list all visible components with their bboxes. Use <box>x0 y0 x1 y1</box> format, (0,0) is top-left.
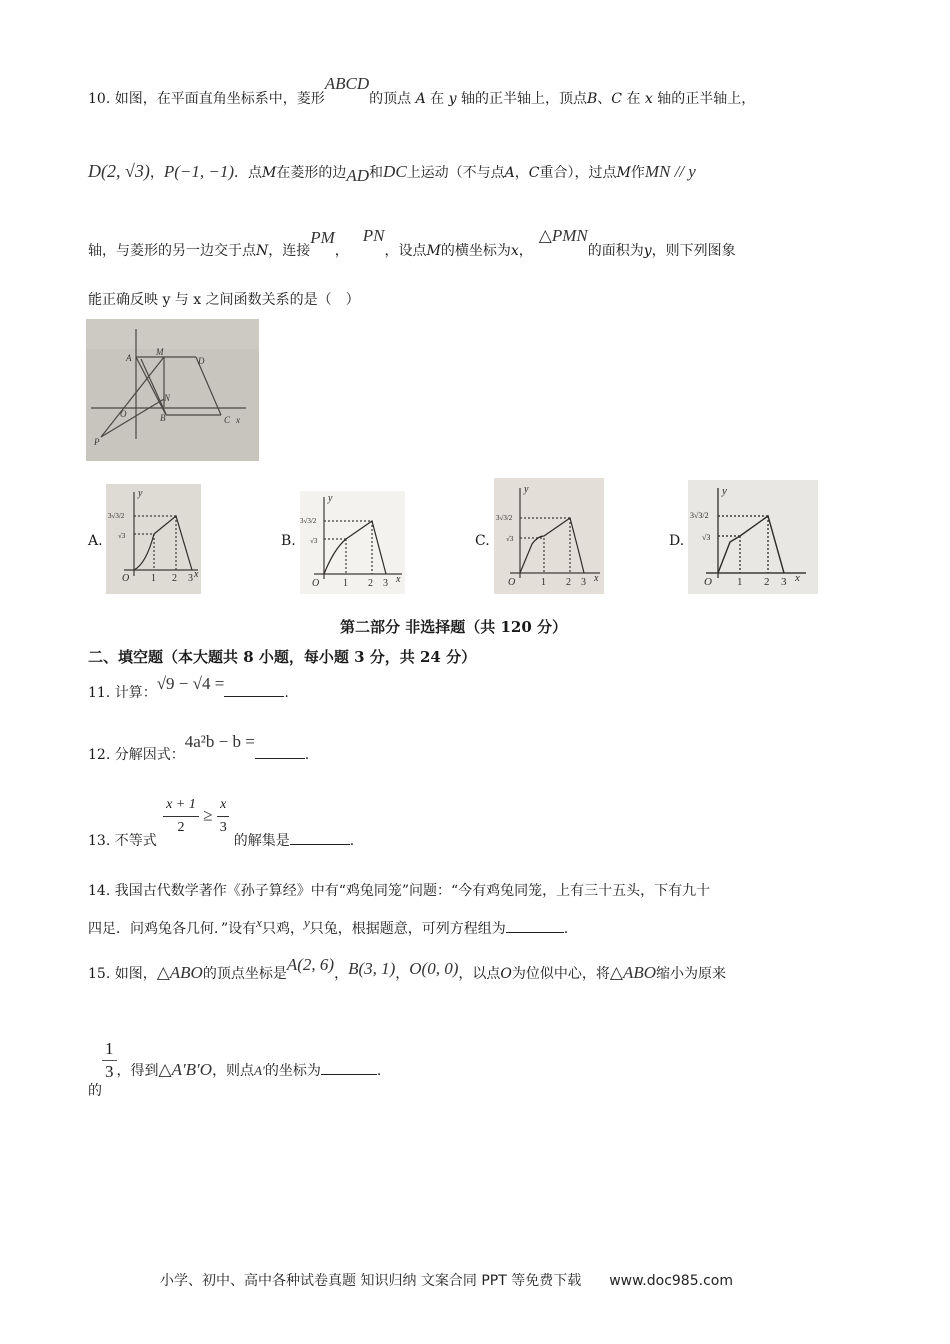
q15-fraction: $\frac{1}{3}$ <box>102 1038 117 1083</box>
option-c-y-label-2: √3 <box>506 535 514 543</box>
option-a-y-label-2: √3 <box>118 532 126 540</box>
option-b-axis-y: y <box>328 493 333 504</box>
option-c-axis-x: x <box>594 573 599 584</box>
option-a-graph[interactable] <box>106 484 201 594</box>
option-c-tick-1: 1 <box>541 577 546 588</box>
option-c-graph[interactable] <box>494 478 604 594</box>
option-d-tick-1: 1 <box>737 576 743 588</box>
option-b-tick-3: 3 <box>383 578 388 589</box>
option-c-tick-3: 3 <box>581 577 586 588</box>
page-footer: 小学、初中、高中各种试卷真题 知识归纳 文案合同 PPT 等免费下载 www.doc985.com <box>160 1273 733 1289</box>
option-a-axis-o: O <box>122 573 130 584</box>
option-d-axis-x: x <box>795 572 800 584</box>
fig-label-A: A <box>126 353 132 363</box>
q13-fraction-right: $\frac{x}{3}$ <box>217 794 229 839</box>
option-c-label[interactable]: C. <box>475 533 490 549</box>
option-a-axis-y: y <box>138 488 143 499</box>
option-b-y-label-1: 3√3/2 <box>300 517 317 525</box>
option-c-y-label-1: 3√3/2 <box>496 514 513 522</box>
fig-label-P: P <box>94 437 100 447</box>
q13-answer-blank[interactable] <box>290 830 350 845</box>
option-d-axis-o: O <box>704 576 712 588</box>
option-c-axis-o: O <box>508 577 516 588</box>
option-d-graph[interactable] <box>688 480 818 594</box>
option-d-y-label-1: 3√3/2 <box>690 511 709 520</box>
option-d-label[interactable]: D. <box>669 533 685 549</box>
option-d-axis-y: y <box>722 485 727 497</box>
fig-label-M: M <box>156 347 164 357</box>
q15-line2: 的 $\frac{1}{3}$ ，得到△A′B′O，则点A′的坐标为 . <box>88 1039 382 1099</box>
fig-label-C: C <box>224 415 231 425</box>
option-b-y-label-2: √3 <box>310 537 318 545</box>
q10-line2: D(2, √3)，P(−1, −1)．点M在菱形的边AD和DC上运动（不与点A，C重合），过点M作MN // y <box>88 161 696 185</box>
option-a-tick-1: 1 <box>151 573 156 584</box>
option-b-tick-1: 1 <box>343 578 348 589</box>
option-b-axis-o: O <box>312 578 320 589</box>
option-c-tick-2: 2 <box>566 577 571 588</box>
option-d-y-label-2: √3 <box>702 533 711 542</box>
q11: 11. 计算：√9 − √4 = . <box>88 674 289 701</box>
q15-line1: 15. 如图，△ABO的顶点坐标是A(2, 6)，B(3, 1)，O(0, 0)，以点O为位似中心，将△ABO缩小为原来 <box>88 955 726 982</box>
q13-fraction-left: $\frac{x + 1}{2}$ <box>163 794 199 839</box>
option-b-graph[interactable] <box>300 491 405 594</box>
q15-answer-blank[interactable] <box>321 1060 377 1075</box>
option-b-label[interactable]: B. <box>281 533 296 549</box>
option-a-tick-2: 2 <box>172 573 177 584</box>
fig-label-D: D <box>198 356 205 366</box>
option-d-tick-2: 2 <box>764 576 770 588</box>
option-a-y-label-1: 3√3/2 <box>108 512 125 520</box>
option-c-axis-y: y <box>524 484 529 495</box>
q11-answer-blank[interactable] <box>224 682 284 697</box>
q14-line2: 四足．问鸡兔各几何．”设有x只鸡，y只兔，根据题意，可列方程组为 . <box>88 915 569 937</box>
fig-label-x: x <box>236 415 240 425</box>
option-b-axis-x: x <box>396 574 401 585</box>
q10-figure <box>86 319 259 461</box>
q10-line3: 轴，与菱形的另一边交于点N，连接PM，PN，设点M的横坐标为x，△PMN的面积为y，则下列图象 <box>88 226 736 259</box>
option-a-label[interactable]: A. <box>88 533 103 549</box>
q13: 13. 不等式 $\frac{x + 1}{2}$ ≥ $\frac{x}{3}$ 的解集是 . <box>88 794 354 839</box>
option-d-tick-3: 3 <box>781 576 787 588</box>
section2-title: 二、填空题（本大题共 8 小题，每小题 3 分，共 24 分） <box>88 648 477 666</box>
option-b-tick-2: 2 <box>368 578 373 589</box>
q10-line4: 能正确反映 y 与 x 之间函数关系的是（ ） <box>88 292 360 308</box>
q12-answer-blank[interactable] <box>255 744 305 759</box>
q12: 12. 分解因式：4a²b − b =. <box>88 732 310 763</box>
q14-answer-blank[interactable] <box>506 918 564 933</box>
option-a-tick-3: 3 <box>188 573 193 584</box>
fig-label-O: O <box>120 409 127 419</box>
fig-label-B: B <box>160 413 166 423</box>
part2-title: 第二部分 非选择题（共 120 分） <box>340 618 567 636</box>
fig-label-N: N <box>164 393 171 403</box>
option-a-axis-x: x <box>194 569 199 580</box>
q14-line1: 14. 我国古代数学著作《孙子算经》中有“鸡兔同笼”问题：“今有鸡兔同笼，上有三十五头，下有九十 <box>88 883 711 899</box>
q10-line1: 10. 如图，在平面直角坐标系中，菱形ABCD的顶点 A 在 y 轴的正半轴上，顶点B、C 在 x 轴的正半轴上， <box>88 74 756 107</box>
